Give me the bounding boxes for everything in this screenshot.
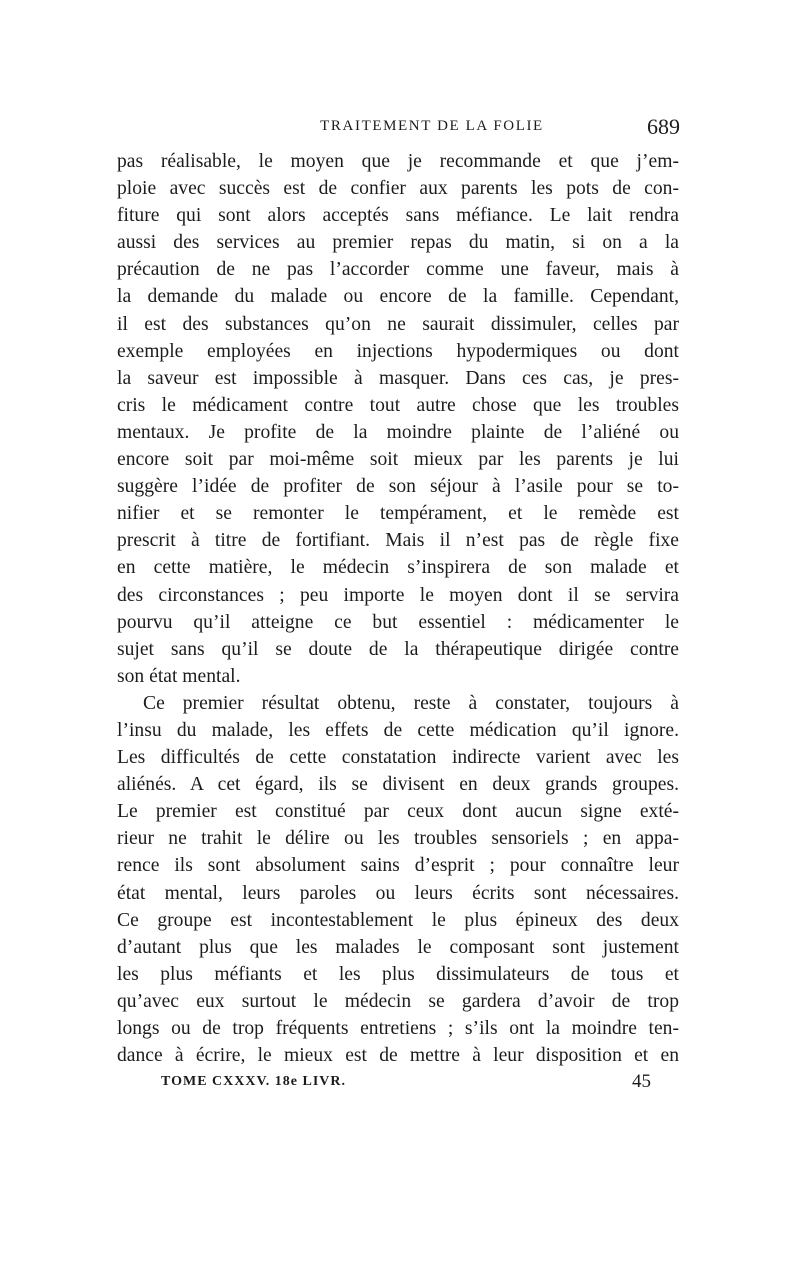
text-line: Le premier est constitué par ceux dont aucun signe exté- [117,801,679,823]
body-text [117,148,679,1069]
text-line: ploie avec succès est de confier aux parents les pots de con- [117,178,679,200]
text-line: la saveur est impossible à masquer. Dans ces cas, je pres- [117,367,679,389]
text-line: aliénés. A cet égard, ils se divisent en deux grands groupes. [117,774,679,796]
running-title: TRAITEMENT DE LA FOLIE [320,118,544,134]
text-line: il est des substances qu’on ne saurait dissimuler, celles par [117,313,679,335]
signature-number: 45 [632,1071,651,1092]
text-line: état mental, leurs paroles ou leurs écrits sont nécessaires. [117,882,679,904]
text-line: les plus méfiants et les plus dissimulateurs de tous et [117,963,679,985]
text-line: précaution de ne pas l’accorder comme une faveur, mais à [117,259,679,281]
text-line: fiture qui sont alors acceptés sans méfiance. Le lait rendra [117,205,679,227]
paragraph-start-line: Ce premier résultat obtenu, reste à constater, toujours à [143,692,679,714]
text-line: aussi des services au premier repas du matin, si on a la [117,232,679,254]
text-line: pas réalisable, le moyen que je recommande et que j’em- [117,151,679,172]
text-line: Les difficultés de cette constatation indirecte varient avec les [117,747,679,769]
text-line: Ce groupe est incontestablement le plus épineux des deux [117,909,679,931]
text-line: nifier et se remonter le tempérament, et le remède est [117,503,679,525]
running-head [118,114,680,142]
page-number: 689 [647,114,680,139]
text-line: prescrit à titre de fortifiant. Mais il n’est pas de règle fixe [117,530,679,552]
text-line: sujet sans qu’il se doute de la thérapeutique dirigée contre [117,638,679,660]
text-line: pourvu qu’il atteigne ce but essentiel : médicamenter le [117,611,679,633]
text-line: qu’avec eux surtout le médecin se gardera d’avoir de trop [117,990,679,1012]
text-line: mentaux. Je profite de la moindre plainte de l’aliéné ou [117,421,679,443]
text-line: la demande du malade ou encore de la famille. Cependant, [117,286,679,308]
signature-footer [117,1070,679,1100]
text-line: des circonstances ; peu importe le moyen dont il se servira [117,584,679,606]
text-line: exemple employées en injections hypodermiques ou dont [117,340,679,362]
text-line: encore soit par moi-même soit mieux par les parents je lui [117,449,679,471]
text-line: d’autant plus que les malades le composant sont justement [117,936,679,958]
text-line: suggère l’idée de profiter de son séjour à l’asile pour se to- [117,476,679,498]
text-line: en cette matière, le médecin s’inspirera de son malade et [117,557,679,579]
printer-signature: TOME CXXXV. 18e LIVR. [161,1074,346,1089]
text-line: rieur ne trahit le délire ou les troubles sensoriels ; en appa- [117,828,679,850]
text-line: longs ou de trop fréquents entretiens ; s’ils ont la moindre ten- [117,1018,679,1039]
paragraph-end-line: son état mental. [117,665,241,687]
text-line: dance à écrire, le mieux est de mettre à leur disposition et en [117,1045,679,1067]
text-line: rence ils sont absolument sains d’esprit ; pour connaître leur [117,855,679,877]
text-line: cris le médicament contre tout autre chose que les troubles [117,394,679,416]
text-line: l’insu du malade, les effets de cette médication qu’il ignore. [117,719,679,741]
